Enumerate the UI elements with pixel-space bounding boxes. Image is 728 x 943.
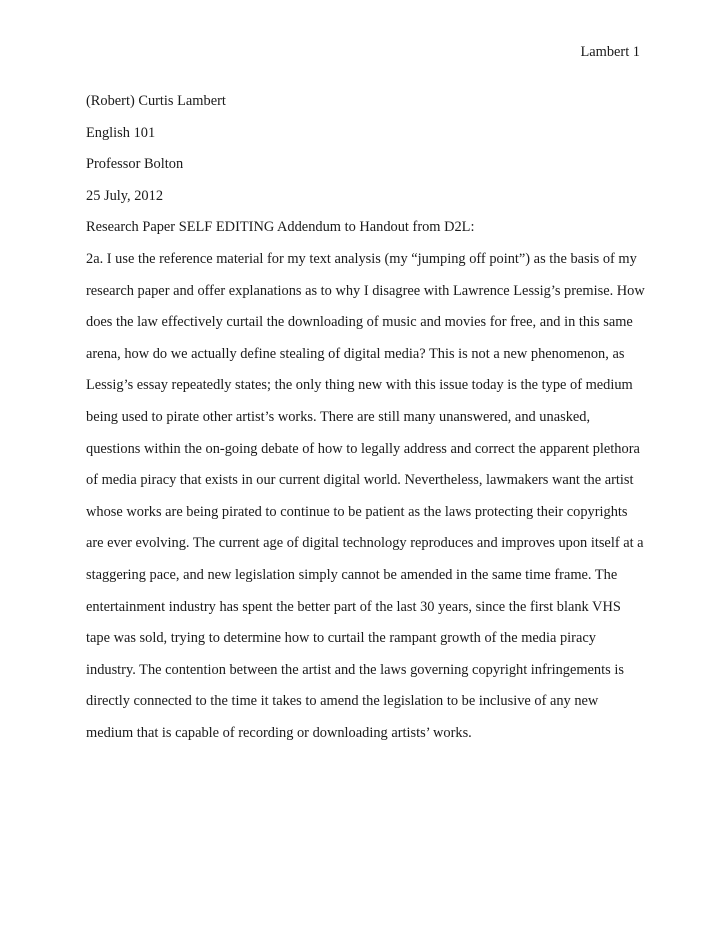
- body-line: being used to pirate other artist’s works. There are still many unanswered, and unasked,: [86, 408, 591, 425]
- course-name: English 101: [86, 124, 156, 141]
- body-line: 2a. I use the reference material for my text analysis (my “jumping off point”) as the basis of my: [86, 250, 637, 267]
- document-title: Research Paper SELF EDITING Addendum to Handout from D2L:: [86, 219, 475, 236]
- body-line: entertainment industry has spent the better part of the last 30 years, since the first blank VHS: [86, 598, 621, 615]
- professor-name: Professor Bolton: [86, 156, 184, 173]
- body-line: Lessig’s essay repeatedly states; the only thing new with this issue today is the type of medium: [86, 377, 633, 394]
- body-line: medium that is capable of recording or downloading artists’ works.: [86, 724, 472, 741]
- body-line: research paper and offer explanations as to why I disagree with Lawrence Lessig’s premise. How: [86, 282, 645, 299]
- document-body: [86, 92, 646, 755]
- body-line: staggering pace, and new legislation simply cannot be amended in the same time frame. The: [86, 566, 618, 583]
- body-line: arena, how do we actually define stealing of digital media? This is not a new phenomenon, as: [86, 345, 625, 362]
- body-line: questions within the on-going debate of how to legally address and correct the apparent plethora: [86, 440, 640, 457]
- document-date: 25 July, 2012: [86, 187, 164, 204]
- body-line: whose works are being pirated to continue to be patient as the laws protecting their copyrights: [86, 503, 628, 520]
- body-paragraph: [86, 250, 646, 756]
- body-line: industry. The contention between the artist and the laws governing copyright infringements is: [86, 661, 624, 678]
- running-head: Lambert 1: [580, 44, 640, 60]
- body-line: directly connected to the time it takes to amend the legislation to be inclusive of any new: [86, 693, 599, 710]
- body-line: does the law effectively curtail the downloading of music and movies for free, and in this same: [86, 314, 633, 331]
- author-name: (Robert) Curtis Lambert: [86, 93, 226, 109]
- body-line: of media piracy that exists in our current digital world. Nevertheless, lawmakers want the artist: [86, 472, 634, 489]
- body-line: are ever evolving. The current age of digital technology reproduces and improves upon itself at a: [86, 535, 644, 552]
- body-line: tape was sold, trying to determine how to curtail the rampant growth of the media piracy: [86, 630, 596, 647]
